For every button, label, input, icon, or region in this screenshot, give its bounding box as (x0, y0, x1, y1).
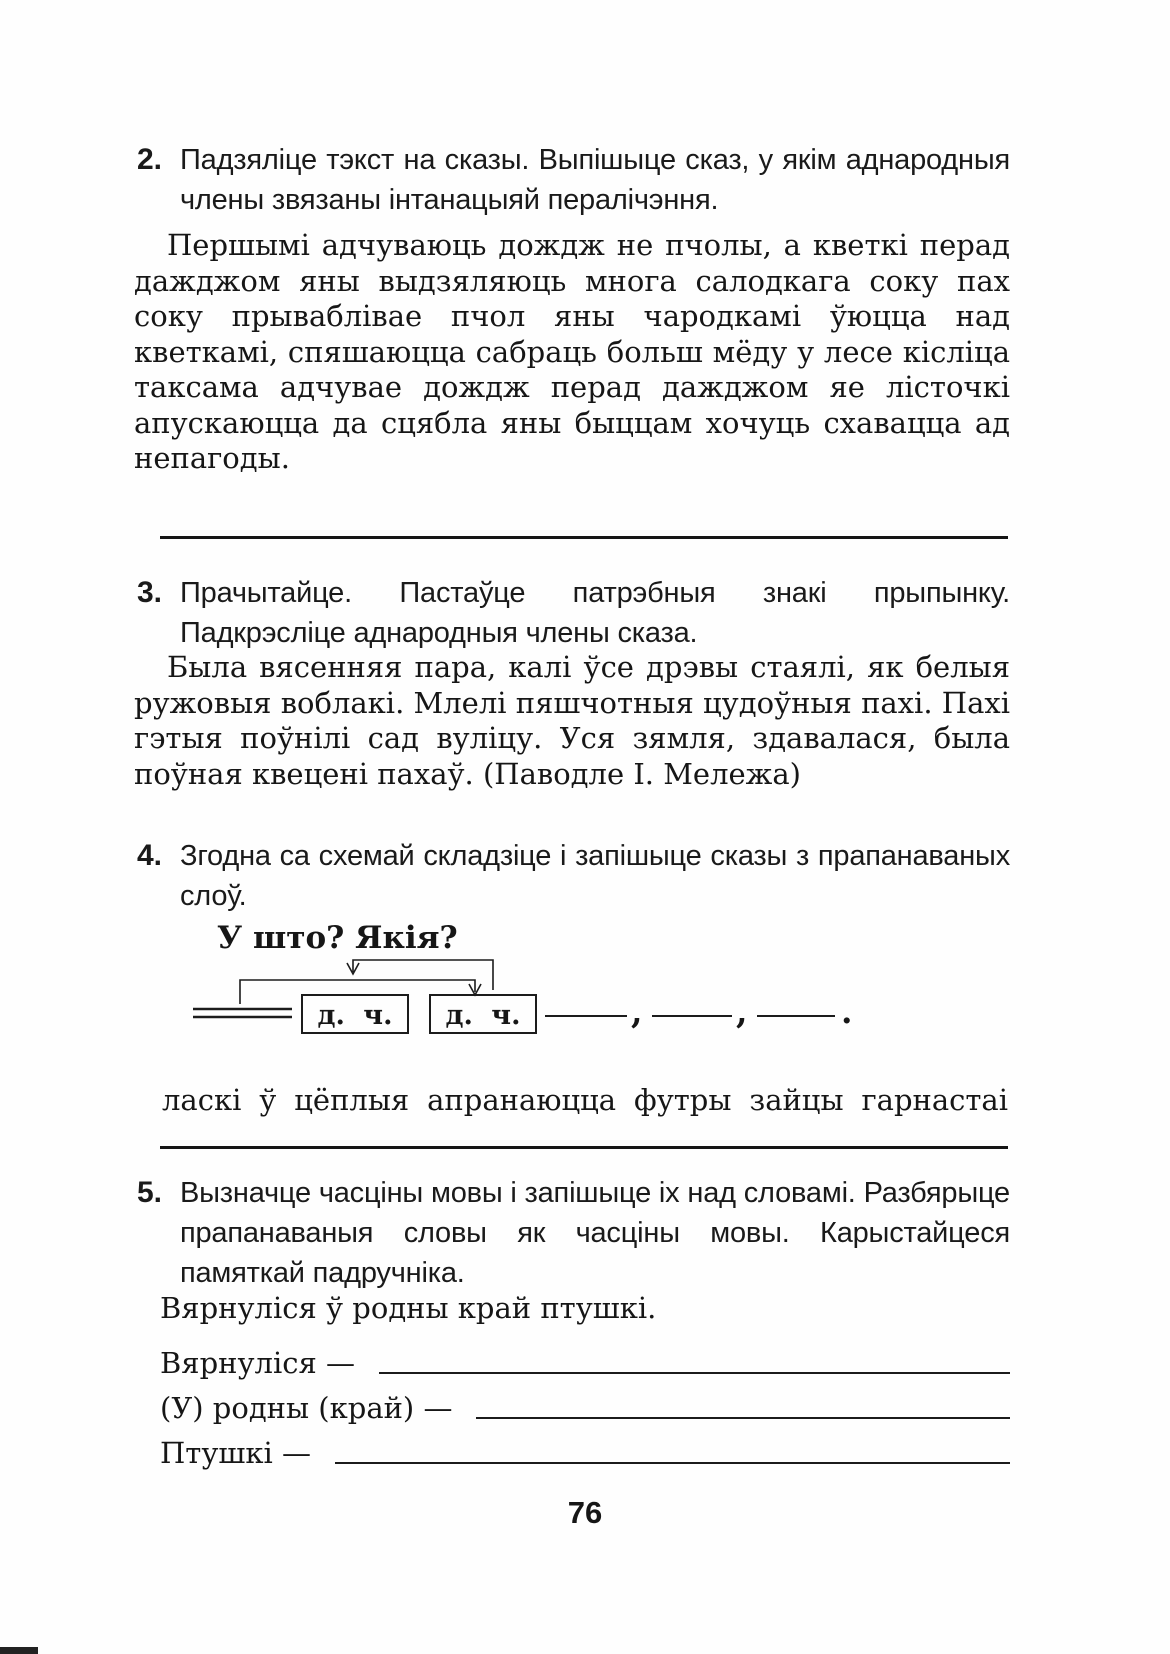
exercise-4-number: 4. (137, 839, 163, 872)
answer-blank-line (335, 1432, 1010, 1464)
exercise-2-task: Падзяліце тэкст на сказы. Выпішыце сказ, у якім аднародныя члены звязаны інтанацыяй пералічэння. (180, 144, 1010, 216)
answer-blank-line (476, 1387, 1010, 1419)
exercise-2-number: 2. (137, 143, 163, 176)
scheme-comma-2: , (736, 992, 748, 1031)
exercise-5-task: Вызначце часціны мовы і запішыце іх над словамі. Разбярыце прапанаваныя словы як часціны мовы. Карыстайцеся памяткай падручніка. (180, 1177, 1010, 1289)
exercise-4-task: Згодна са схемай складзіце і запішыце сказы з прапанаваных слоў. (180, 840, 1010, 912)
divider-rule-2 (160, 1146, 1008, 1149)
fill-row (160, 1381, 1010, 1426)
exercise-5-sentence: Вярнуліся ў родны край птушкі. (160, 1291, 657, 1325)
exercise-3-text: Была вясенняя пара, калі ўсе дрэвы стаялі, як белыя ружовыя воблакі. Млелі пяшчотныя цудоўныя пахі. Пахі гэтыя поўнілі сад вуліцу. Уся зямля, здавалася, была поўная квецені пахаў. (Паводле І. Мележа) (134, 650, 1010, 791)
divider-rule-1 (160, 536, 1008, 539)
scheme-question-label: У што? Якія? (217, 920, 458, 956)
exercise-3-task: Прачытайце. Пастаўце патрэбныя знакі прыпынку. Падкрэсліце аднародныя члены сказа. (180, 577, 1010, 649)
exercise-3-number: 3. (137, 576, 163, 609)
fill-row (160, 1426, 1010, 1471)
exercise-3 (137, 573, 1010, 653)
sentence-scheme-diagram (0, 900, 1170, 1050)
fill-row-label: Вярнуліся — (160, 1346, 356, 1380)
exercise-5-number: 5. (137, 1176, 163, 1209)
page-number: 76 (567, 1495, 603, 1530)
scheme-comma-1: , (631, 992, 643, 1031)
exercise-4-word-bank: ласкі ў цёплыя апранаюцца футры зайцы гарнастаі (162, 1083, 1008, 1117)
secondary-member-label-2: д. ч. (445, 1000, 521, 1031)
fill-row-label: (У) родны (край) — (160, 1391, 453, 1425)
exercise-5 (137, 1173, 1010, 1293)
scheme-period: . (841, 992, 853, 1031)
fill-row-label: Птушкі — (160, 1436, 311, 1470)
exercise-5-answer-lines (160, 1336, 1010, 1471)
exercise-2-text: Першымі адчуваюць дождж не пчолы, а кветкі перад дажджом яны выдзяляюць многа салодкага соку пах соку прываблівае пчол яны чародкамі ўюцца над кветкамі, спяшаюцца сабраць больш мёду у лесе кісліца таксама адчувае дождж перад дажджом яе лісточкі апускаюцца да сцябла яны быццам хочуць схавацца ад непагоды. (134, 228, 1010, 475)
question-arrow-upper (353, 960, 493, 990)
exercise-2 (137, 140, 1010, 220)
print-edge-mark (0, 1647, 38, 1654)
secondary-member-label-1: д. ч. (317, 1000, 393, 1031)
fill-row (160, 1336, 1010, 1381)
answer-blank-line (379, 1342, 1010, 1374)
